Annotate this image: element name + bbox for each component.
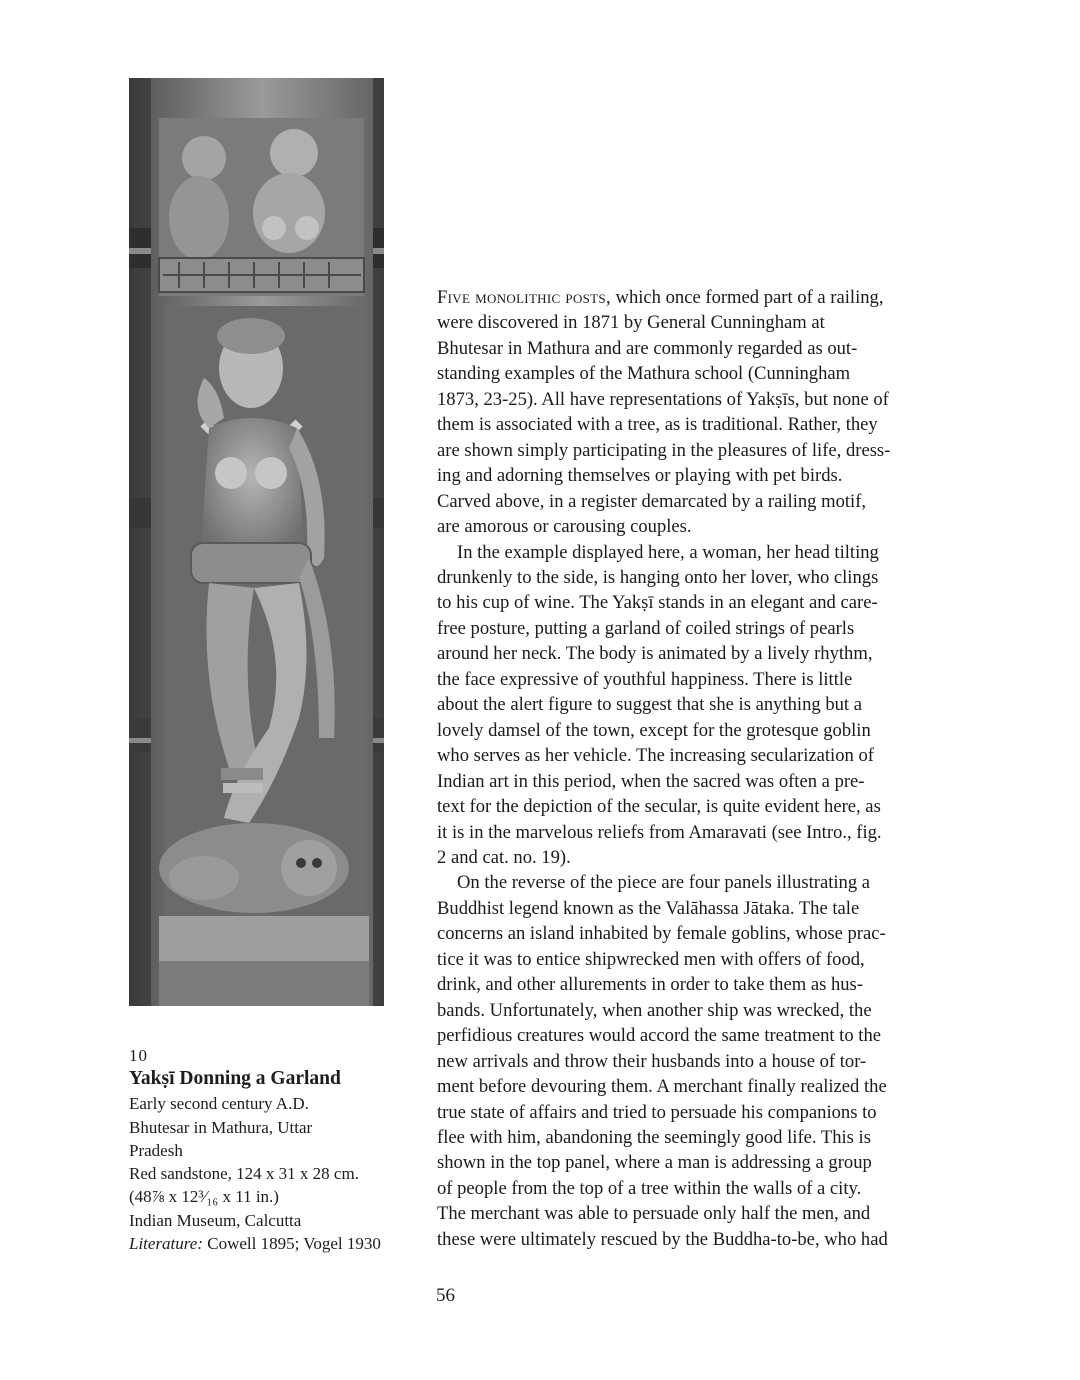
text-line: it is in the marvelous reliefs from Amaravati (see Intro., fig. [437,821,882,843]
text-line: are amorous or carousing couples. [437,516,692,538]
caption-provenance-cont: Pradesh [129,1140,183,1160]
catalog-number: 10 [129,1046,148,1065]
text-line: true state of affairs and tried to persuade his companions to [437,1101,877,1123]
text-line: lovely damsel of the town, except for the grotesque goblin [437,719,871,741]
text-line: new arrivals and throw their husbands into a house of tor- [437,1050,867,1072]
text-line: In the example displayed here, a woman, her head tilting [457,541,879,563]
text-line: drunkenly to the side, is hanging onto her lover, who clings [437,566,879,588]
figure-caption [129,1044,419,1255]
literature-text: Cowell 1895; Vogel 1930 [202,1234,381,1254]
literature-label: Literature: [129,1234,203,1254]
text-line: were discovered in 1871 by General Cunningham at [437,312,825,334]
caption-provenance: Bhutesar in Mathura, Uttar [129,1117,313,1137]
text-line: perfidious creatures would accord the same treatment to the [437,1025,882,1047]
text-line: Buddhist legend known as the Valāhassa Jātaka. The tale [437,897,860,919]
text-line: Bhutesar in Mathura and are commonly regarded as out- [437,337,858,359]
text-line: Indian art in this period, when the sacred was often a pre- [437,770,865,792]
text-line: are shown simply participating in the pleasures of life, dress- [437,439,891,461]
caption-collection: Indian Museum, Calcutta [129,1210,302,1230]
text-line: concerns an island inhabited by female goblins, whose prac- [437,923,886,945]
caption-material-dimensions: Red sandstone, 124 x 31 x 28 cm. [129,1164,359,1184]
text-line: to his cup of wine. The Yakṣī stands in an elegant and care- [437,592,878,614]
text-line: them is associated with a tree, as is traditional. Rather, they [437,414,878,436]
text-line: flee with him, abandoning the seemingly good life. This is [437,1126,871,1148]
text-line: text for the depiction of the secular, is quite evident here, as [437,796,881,818]
paragraph-2 [437,540,977,871]
text-line: 1873, 23-25). All have representations of Yakṣīs, but none of [437,388,889,410]
lead-in-small-caps: Five monolithic posts, [437,287,611,308]
text-line: ing and adorning themselves or playing with pet birds. [437,465,843,487]
text-line: 2 and cat. no. 19). [437,846,571,868]
text-line: standing examples of the Mathura school (Cunningham [437,363,851,385]
essay-text [437,285,977,1252]
yakshi-relief-image [129,78,384,1006]
text-line: around her neck. The body is animated by a lively rhythm, [437,643,873,665]
text-line: shown in the top panel, where a man is addressing a group [437,1152,872,1174]
caption-date: Early second century A.D. [129,1094,309,1114]
paragraph-1 [437,285,977,540]
artwork-title: Yakṣī Donning a Garland [129,1068,341,1090]
text-line: The merchant was able to persuade only half the men, and [437,1203,871,1225]
text-line: tice it was to entice shipwrecked men with offers of food, [437,948,865,970]
page-number: 56 [436,1285,455,1306]
text-line: these were ultimately rescued by the Buddha-to-be, who had [437,1228,888,1250]
text-line: On the reverse of the piece are four panels illustrating a [457,872,871,894]
text-line: free posture, putting a garland of coiled strings of pearls [437,617,855,639]
text-line: Carved above, in a register demarcated by a railing motif, [437,490,867,512]
sculpture-photograph [129,78,384,1006]
paragraph-3 [437,870,977,1252]
text-line: bands. Unfortunately, when another ship was wrecked, the [437,999,872,1021]
caption-literature [129,1232,419,1255]
caption-dimensions-inches: (48⅞ x 12³⁄₁₆ x 11 in.) [129,1187,279,1207]
text-line: the face expressive of youthful happiness. There is little [437,668,853,690]
text-line: about the alert figure to suggest that she is anything but a [437,694,862,716]
text-line: Five monolithic posts, which once formed part of a railing, [437,287,884,308]
text-line: ment before devouring them. A merchant finally realized the [437,1076,887,1098]
text-line: of people from the top of a tree within the walls of a city. [437,1177,862,1199]
text-line: drink, and other allurements in order to take them as hus- [437,974,863,996]
text-line: who serves as her vehicle. The increasing secularization of [437,745,874,767]
